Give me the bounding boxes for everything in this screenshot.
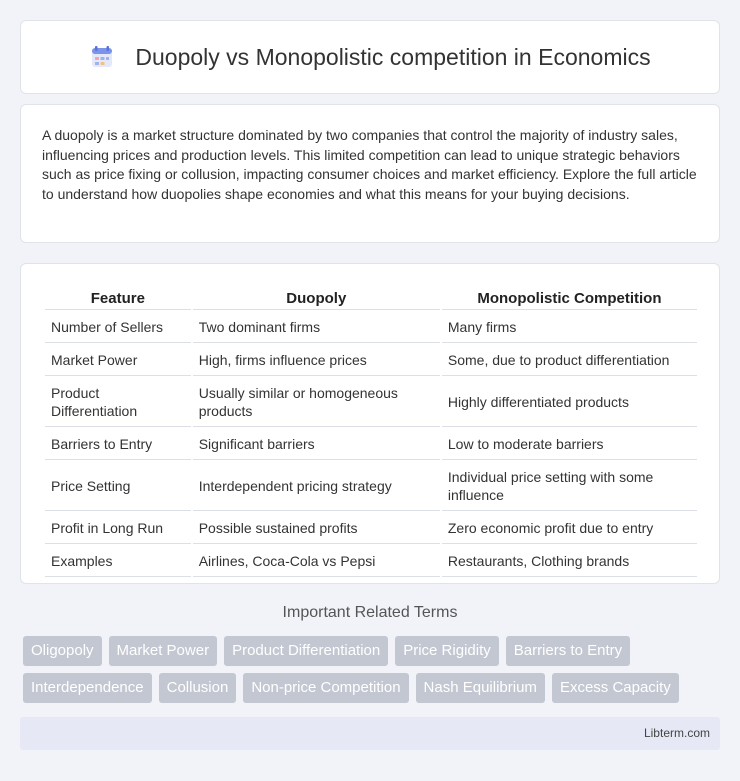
table-cell: Profit in Long Run xyxy=(45,513,191,544)
table-cell: Usually similar or homogeneous products xyxy=(193,378,440,427)
intro-text: A duopoly is a market structure dominated by two companies that control the majority of industry sales, influencing prices and production levels. This limited competition can lead to unique strategic behaviors such as price fixing or collusion, impacting consumer choices and market efficiency. Explore the full article to understand how duopolies shape economies and what this means for your buying decisions. xyxy=(42,127,697,202)
table-cell: Number of Sellers xyxy=(45,312,191,343)
tag-non-price-competition[interactable]: Non-price Competition xyxy=(243,673,408,703)
table-row xyxy=(45,462,697,511)
table-row xyxy=(45,513,697,544)
table-cell: High, firms influence prices xyxy=(193,345,440,376)
tag-market-power[interactable]: Market Power xyxy=(109,636,218,666)
tag-collusion[interactable]: Collusion xyxy=(159,673,237,703)
tag-barriers-to-entry[interactable]: Barriers to Entry xyxy=(506,636,630,666)
table-cell: Significant barriers xyxy=(193,429,440,460)
related-terms-tags xyxy=(23,636,723,710)
table-cell: Some, due to product differentiation xyxy=(442,345,697,376)
table-cell: Many firms xyxy=(442,312,697,343)
table-cell: Examples xyxy=(45,546,191,577)
table-cell: Possible sustained profits xyxy=(193,513,440,544)
footer xyxy=(20,717,720,750)
tag-row-2 xyxy=(23,673,723,703)
table-row xyxy=(45,345,697,376)
table-cell: Highly differentiated products xyxy=(442,378,697,427)
related-terms-title: Important Related Terms xyxy=(282,604,458,621)
tag-oligopoly[interactable]: Oligopoly xyxy=(23,636,102,666)
table-row xyxy=(45,546,697,577)
table-cell: Zero economic profit due to entry xyxy=(442,513,697,544)
comparison-table-card xyxy=(20,263,720,584)
table-cell: Airlines, Coca-Cola vs Pepsi xyxy=(193,546,440,577)
table-cell: Low to moderate barriers xyxy=(442,429,697,460)
comparison-table xyxy=(43,284,699,579)
tag-nash-equilibrium[interactable]: Nash Equilibrium xyxy=(416,673,545,703)
header-card xyxy=(20,20,720,94)
tag-interdependence[interactable]: Interdependence xyxy=(23,673,152,703)
header-feature: Feature xyxy=(45,286,191,310)
intro-card xyxy=(20,104,720,243)
header-duopoly: Duopoly xyxy=(193,286,440,310)
tag-excess-capacity[interactable]: Excess Capacity xyxy=(552,673,679,703)
table-cell: Price Setting xyxy=(45,462,191,511)
table-row xyxy=(45,429,697,460)
tag-row-1 xyxy=(23,636,723,666)
table-cell: Interdependent pricing strategy xyxy=(193,462,440,511)
table-cell: Restaurants, Clothing brands xyxy=(442,546,697,577)
tag-price-rigidity[interactable]: Price Rigidity xyxy=(395,636,499,666)
table-header-row xyxy=(45,286,697,310)
table-row xyxy=(45,378,697,427)
table-cell: Individual price setting with some influence xyxy=(442,462,697,511)
table-cell: Market Power xyxy=(45,345,191,376)
footer-site-link[interactable]: Libterm.com xyxy=(643,726,710,740)
header-monopolistic: Monopolistic Competition xyxy=(442,286,697,310)
table-cell: Product Differentiation xyxy=(45,378,191,427)
table-cell: Barriers to Entry xyxy=(45,429,191,460)
table-row xyxy=(45,312,697,343)
document-icon xyxy=(89,44,115,70)
tag-product-differentiation[interactable]: Product Differentiation xyxy=(224,636,388,666)
table-cell: Two dominant firms xyxy=(193,312,440,343)
page-title: Duopoly vs Monopolistic competition in Economics xyxy=(135,43,651,70)
